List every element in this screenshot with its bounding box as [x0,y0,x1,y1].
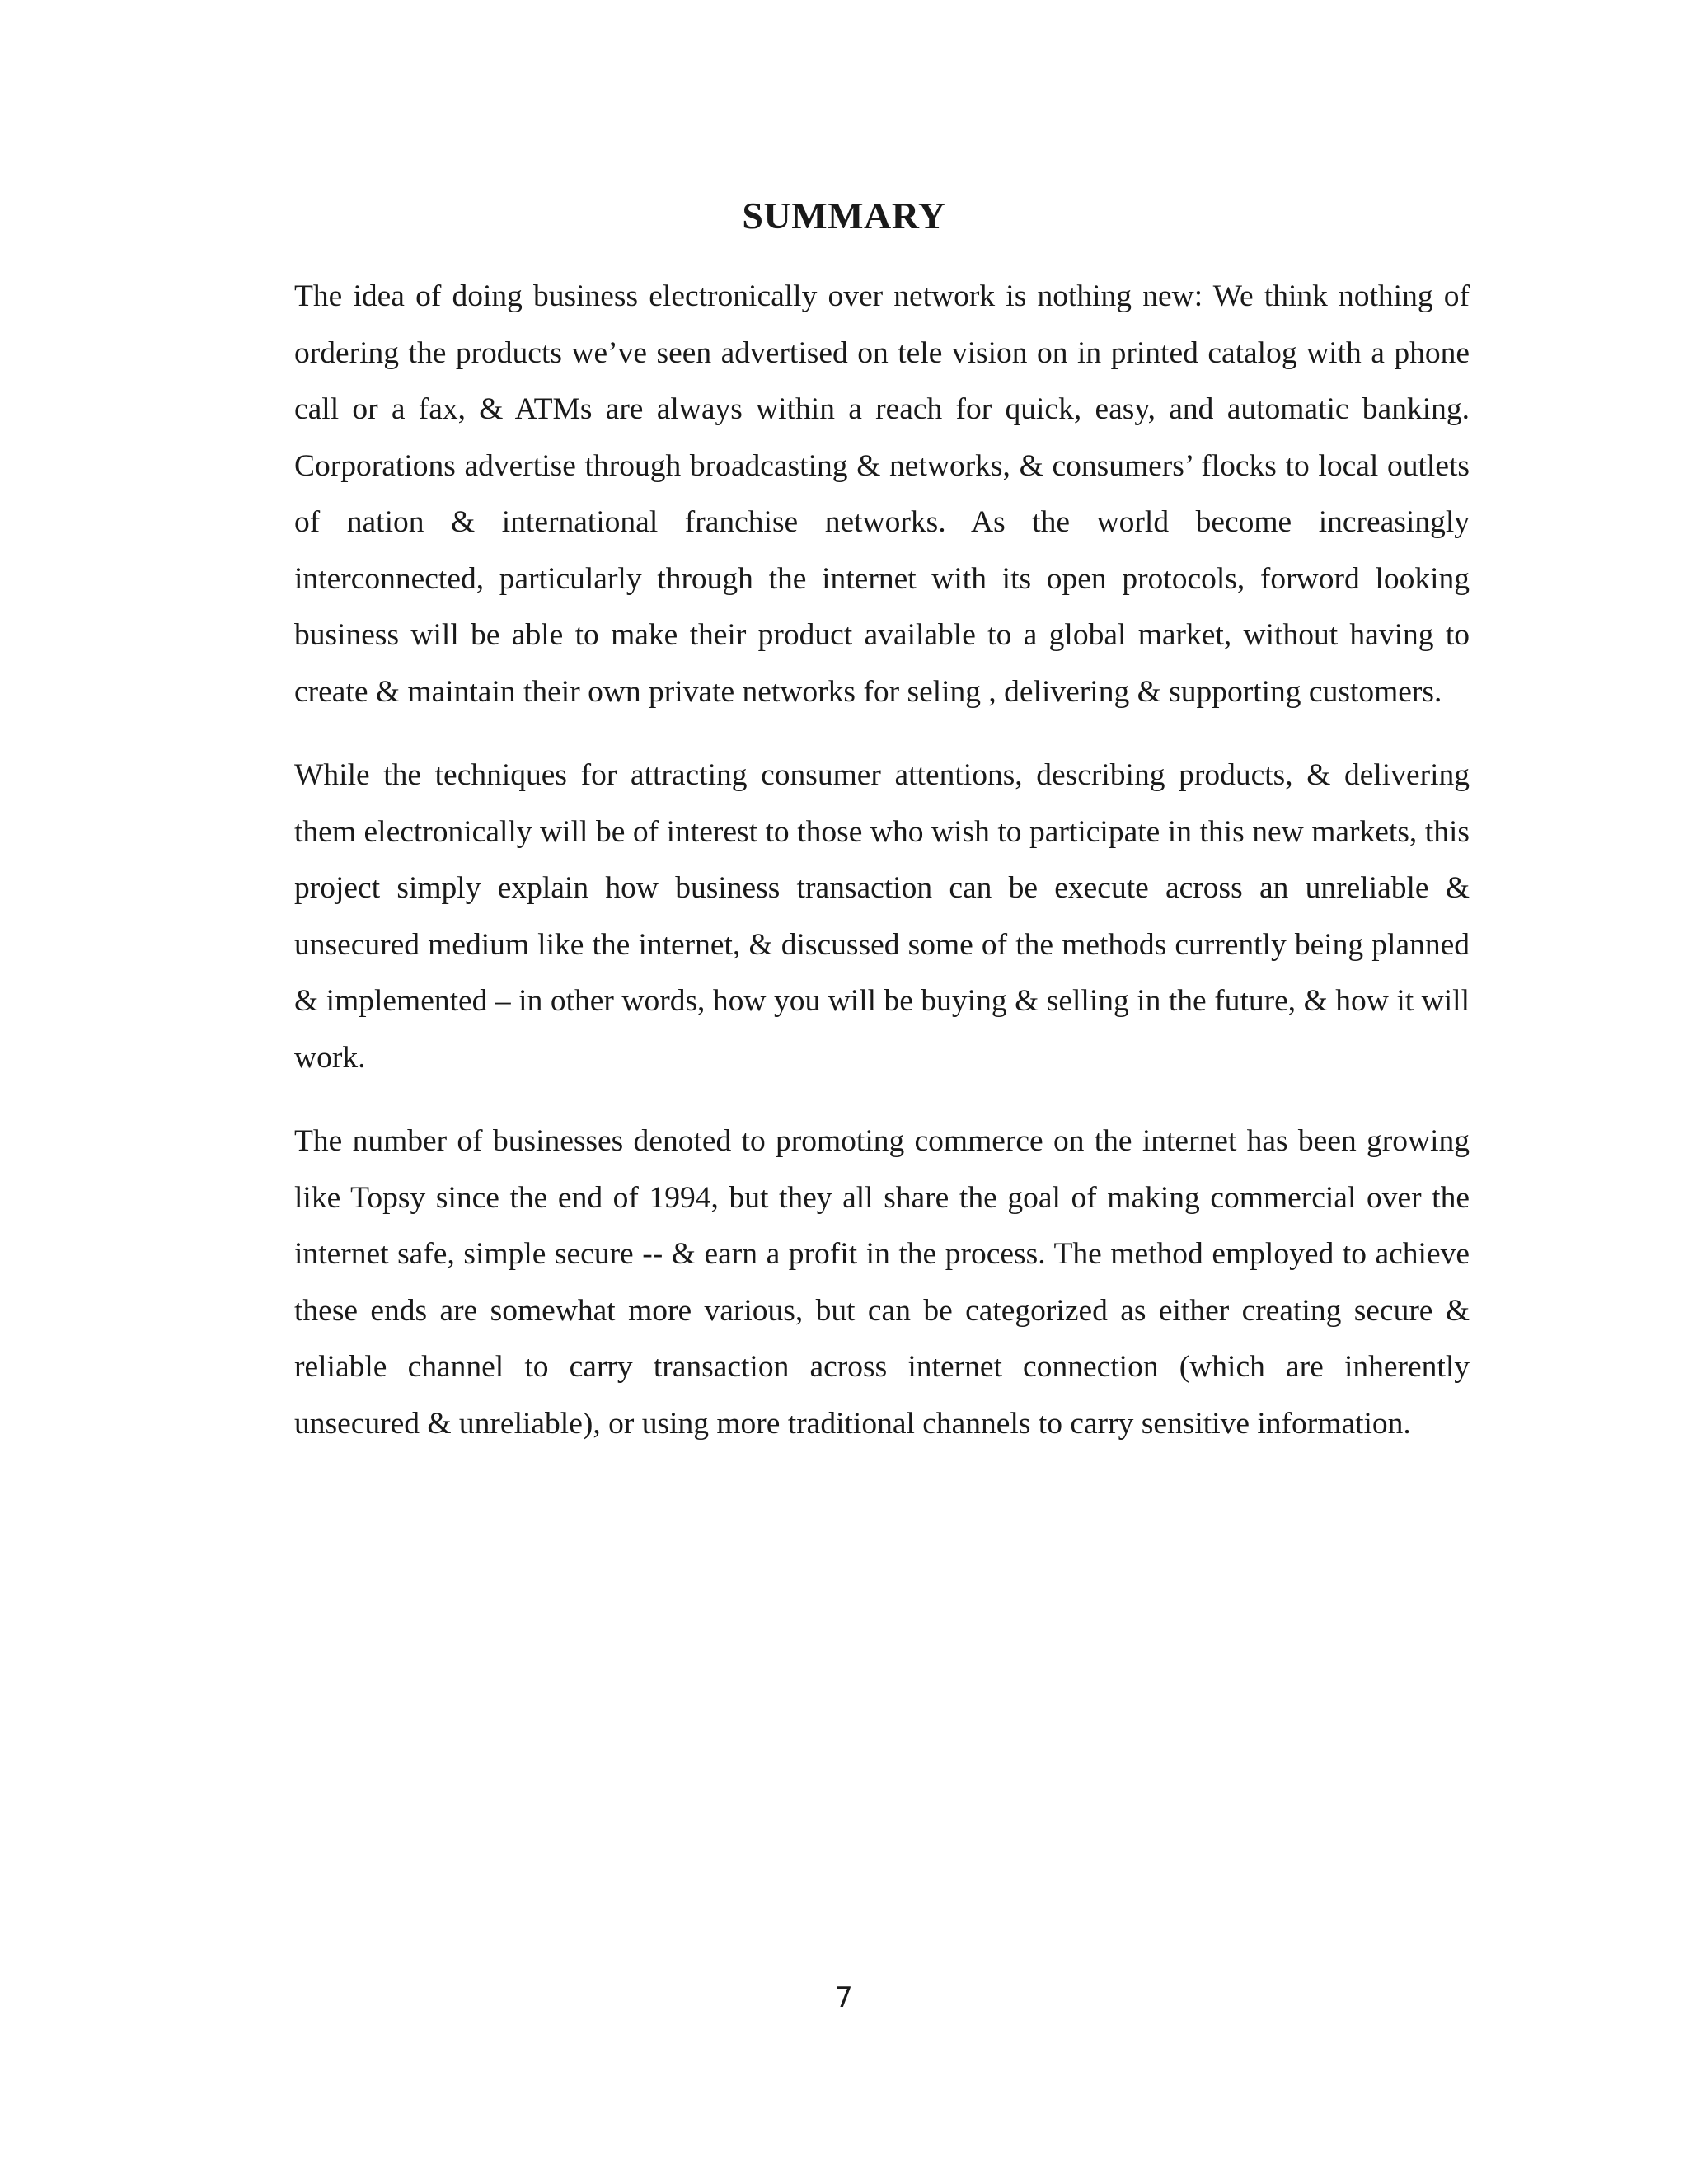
summary-body [294,269,1470,1479]
paragraph-2: While the techniques for attracting consumer attentions, describing products, & delivering them electronically will be of interest to those who wish to participate in this new markets, this project simply explain how business transaction can be execute across an unreliable & unsecured medium like the internet, & discussed some of the methods currently being planned & implemented – in other words, how you will be buying & selling in the future, & how it will work. [294,758,1470,1075]
page-number: 7 [835,1981,853,2014]
page-title: SUMMARY [742,194,946,237]
paragraph-1: The idea of doing business electronically over network is nothing new: We think nothing of ordering the products we’ve seen advertised on tele vision on in printed catalog with a phone call or a fax, & ATMs are always within a reach for quick, easy, and automatic banking. Corporations advertise through broadcasting & networks, & consumers’ flocks to local outlets of nation & international franchise networks. As the world become increasingly interconnected, particularly through the internet with its open protocols, forword looking business will be able to make their product available to a global market, without having to create & maintain their own private networks for seling , delivering & supporting customers. [294,279,1470,709]
paragraph-3: The number of businesses denoted to promoting commerce on the internet has been growing like Topsy since the end of 1994, but they all share the goal of making commercial over the internet safe, simple secure -- & earn a profit in the process. The method employed to achieve these ends are somewhat more various, but can be categorized as either creating secure & reliable channel to carry transaction across internet connection (which are inherently unsecured & unreliable), or using more traditional channels to carry sensitive information. [294,1124,1470,1441]
